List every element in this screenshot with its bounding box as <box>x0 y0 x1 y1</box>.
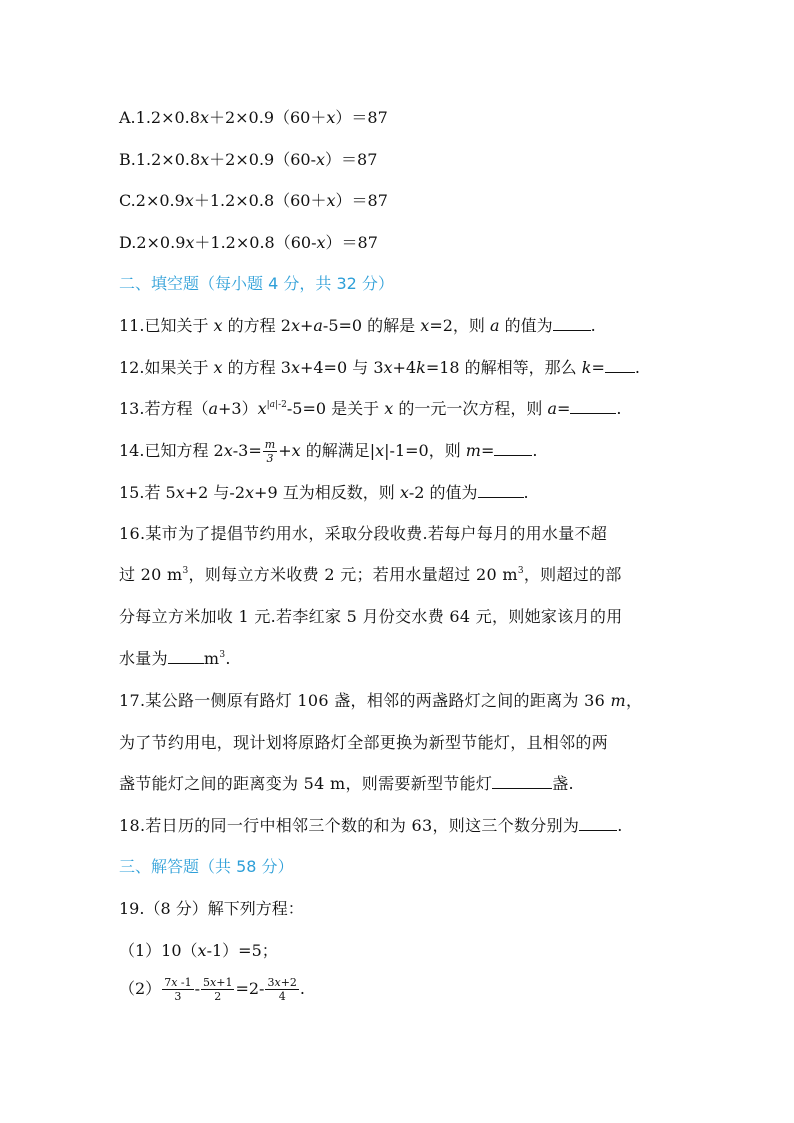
question-13: 13.若方程$(a+3)x^{|a|-2}-5=0$ 是关于 x 的一元一次方程，则 a= . <box>119 399 622 418</box>
question-17-line-1: 17.某公路一侧原有路灯 106 盏，相邻的两盏路灯之间的距离为 36 m， <box>119 691 643 710</box>
question-15: 15.若 5x+2 与-2x+9 互为相反数，则 x-2 的值为 . <box>119 483 529 502</box>
question-14: 14.已知方程 2x-3= $\frac{m}{3}$ +x 的解满足|x|-1=0，则 m= . <box>119 438 538 465</box>
section-fill-blank-heading: 二、填空题（每小题 4 分，共 32 分） <box>119 274 394 293</box>
fraction-5x-plus-1-over-2: $\frac{5x+1}{2}$ <box>203 976 233 1003</box>
question-11: 11.已知关于 x 的方程 2x+a-5=0 的解是 x=2，则 a 的值为 . <box>119 316 596 335</box>
fraction-7x-minus-1-over-3: $\frac{7x -1}{3}$ <box>164 976 192 1003</box>
fraction-3x-plus-2-over-4: $\frac{3x+2}{4}$ <box>267 976 297 1003</box>
question-16-line-2: 过 20 $m^3$，则每立方米收费 2 元；若用水量超过 20 $m^3$，则超过的部 <box>119 565 622 584</box>
question-17-line-2: 为了节约用电，现计划将原路灯全部更换为新型节能灯，且相邻的两 <box>119 733 609 752</box>
question-12: 12.如果关于 x 的方程 3x+4=0 与 3x+4k=18 的解相等，那么 k= . <box>119 358 640 377</box>
question-16-line-3: 分每立方米加收 1 元.若李红家 5 月份交水费 64 元，则她家该月的用 <box>119 607 623 626</box>
option-a: A.1.2×0.8x＋2×0.9（60＋x）＝87 <box>119 108 388 127</box>
question-18: 18.若日历的同一行中相邻三个数的和为 63，则这三个数分别为 . <box>119 816 623 835</box>
option-d: D.2×0.9x＋1.2×0.8（60-x）＝87 <box>119 233 378 252</box>
question-16-line-4: 水量为 $m^3$. <box>119 649 231 668</box>
question-19-part-1: （1）10（x-1）=5； <box>119 941 278 960</box>
fraction-m-over-3: $\frac{m}{3}$ <box>264 438 276 465</box>
section-answer-heading: 三、解答题（共 58 分） <box>119 857 294 876</box>
question-16-line-1: 16.某市为了提倡节约用水，采取分段收费.若每户每月的用水量不超 <box>119 524 608 543</box>
option-c: C.2×0.9x＋1.2×0.8（60＋x）＝87 <box>119 191 388 210</box>
question-19: 19.（8 分）解下列方程： <box>119 899 304 918</box>
option-b: B.1.2×0.8x＋2×0.9（60-x）＝87 <box>119 150 378 169</box>
question-19-part-2: （2） $\frac{7x -1}{3}$ - $\frac{5x+1}{2}$ =2- $\frac{3x+2}{4}$ . <box>119 976 305 1003</box>
question-17-line-3: 盏节能灯之间的距离变为 54 m，则需要新型节能灯 盏. <box>119 774 574 793</box>
